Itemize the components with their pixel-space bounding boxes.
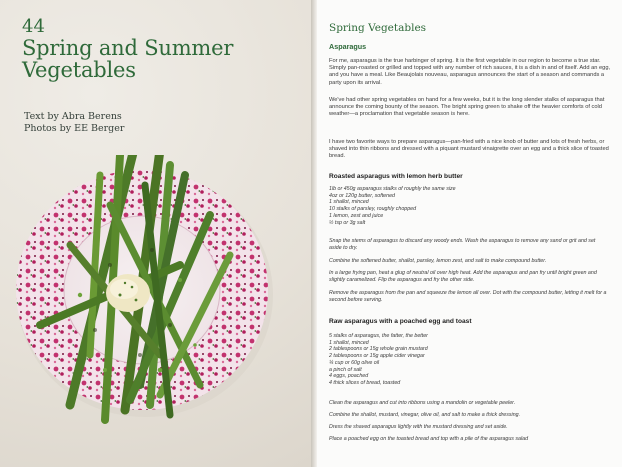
- ingredient: 10 stalks of parsley, roughly chopped: [329, 206, 417, 213]
- recipe2-step-1: Clean the asparagus and cut into ribbons using a mandolin or vegetable peeler.: [329, 400, 516, 406]
- chapter-number: 44: [22, 16, 45, 37]
- ingredient: ¼ cup or 60g olive oil: [329, 359, 380, 366]
- chapter-heading: [22, 18, 233, 81]
- ingredient: ½ tsp or 3g salt: [329, 219, 366, 226]
- recipe1-step-4: Remove the asparagus from the pan and squeeze the lemon all over. Dot with the compound butter, letting it melt for a second before serving.: [329, 290, 607, 303]
- ingredient: 1 lemon, zest and juice: [329, 212, 384, 219]
- ingredient: 5 stalks of asparagus, the fatter, the better: [329, 333, 428, 339]
- ingredient: 4 eggs, poached: [329, 373, 369, 380]
- chapter-title-line2: Vegetables: [22, 57, 136, 82]
- intro-paragraph-3: I have two favorite ways to prepare asparagus—pan-fried with a nice knob of butter and lots of fresh herbs, or shaved into thin ribbons and dressed with a piquant mustard vinaigrette over an egg and a thick slice of toasted bread.: [329, 139, 609, 160]
- intro-paragraph-1: For me, asparagus is the true harbinger of spring. It is the first vegetable in our region to become a true star. Simply pan-roasted or grilled and topped with any number of rich sauces, it is a dish in and of itself. Add an egg, and you have a meal. Like Beaujolais nouveau, asparagus announces the start of a season and commands a party upon its arrival.: [329, 58, 611, 86]
- right-page: [317, 0, 622, 467]
- ingredient: 2 tablespoons or 15g apple cider vinegar: [329, 353, 425, 360]
- recipe1-step-2: Combine the softened butter, shallot, parsley, lemon zest, and salt to make compound butter.: [329, 258, 547, 264]
- credits: [24, 111, 124, 136]
- page-heading: Spring Vegetables: [329, 22, 427, 34]
- photo-credit: Photos by EE Berger: [24, 123, 125, 135]
- ingredient: 2 tablespoons or 15g whole grain mustard: [329, 346, 428, 353]
- recipe1-ingredients: [329, 186, 456, 226]
- ingredient: 1 shallot, minced: [329, 199, 369, 206]
- intro-paragraph-2: We've had other spring vegetables on hand for a few weeks, but it is the long slender stalks of asparagus that announce the coming bounty of the season. The bright spring green to shake off the heavier comforts of cold weather—a proclamation that vegetable season is here.: [329, 97, 605, 118]
- ingredient: 4 thick slices of bread, toasted: [329, 379, 401, 386]
- recipe1-step-3: In a large frying pan, heat a glug of neutral oil over high heat. Add the asparagus and pan fry until bright green and slightly caramelized. Flip the asparagus and fry the other side.: [329, 270, 597, 283]
- ingredient: a pinch of salt: [329, 366, 362, 373]
- text-credit: Text by Abra Berens: [24, 111, 122, 122]
- section-heading: Asparagus: [329, 42, 367, 51]
- recipe2-ingredients: [329, 333, 428, 387]
- ingredient: 1lb or 450g asparagus stalks of roughly the same size: [329, 186, 456, 192]
- recipe1-step-1: Snap the stems of asparagus to discard any woody ends. Wash the asparagus to remove any sand or grit and set aside to dry.: [329, 238, 596, 251]
- plate-illustration: [10, 155, 280, 425]
- recipe2-step-4: Place a poached egg on the toasted bread and top with a pile of the asparagus salad: [329, 436, 529, 442]
- recipe1-title: Roasted asparagus with lemon herb butter: [329, 173, 463, 180]
- chapter-title-line1: Spring and Summer: [22, 35, 234, 60]
- ingredient: 1 shallot, minced: [329, 339, 369, 346]
- recipe2-step-2: Combine the shallot, mustard, vinegar, olive oil, and salt to make a thick dressing.: [329, 412, 521, 418]
- recipe2-title: Raw asparagus with a poached egg and toast: [329, 318, 472, 325]
- asparagus-plate-photo: [10, 155, 280, 425]
- recipe2-step-3: Dress the shaved asparagus lightly with the mustard dressing and set aside.: [329, 424, 508, 430]
- ingredient: 4oz or 120g butter, softened: [329, 192, 395, 199]
